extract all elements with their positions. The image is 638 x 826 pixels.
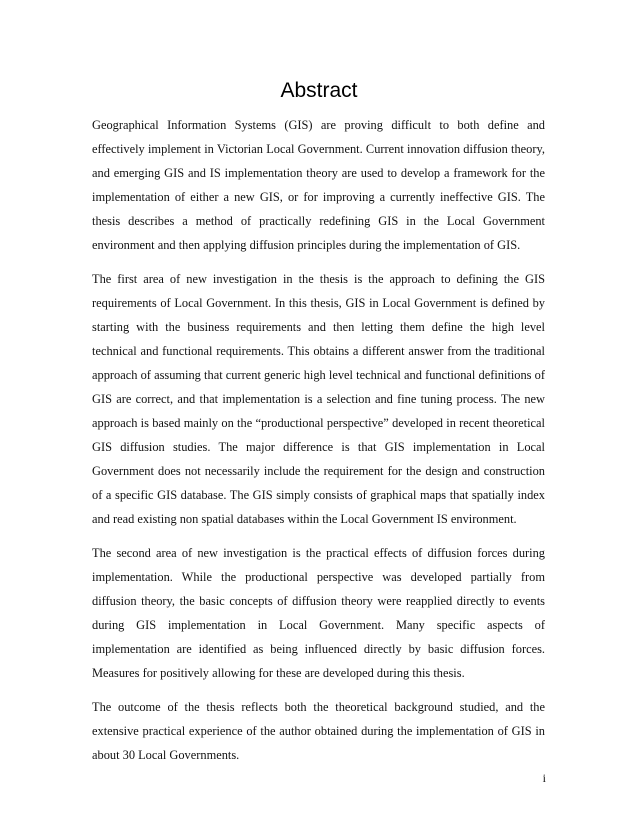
abstract-body: [92, 113, 545, 777]
abstract-paragraph-1: Geographical Information Systems (GIS) are proving difficult to both define and effectively implement in Victorian Local Government. Current innovation diffusion theory, and emerging GIS and IS implementation theory are used to develop a framework for the implementation of either a new GIS, or for improving a currently ineffective GIS. The thesis describes a method of practically redefining GIS in the Local Government environment and then applying diffusion principles during the implementation of GIS.: [92, 118, 545, 252]
page-number: i: [542, 771, 546, 785]
page-title: Abstract: [280, 79, 358, 102]
abstract-paragraph-3: The second area of new investigation is the practical effects of diffusion forces during implementation. While the productional perspective was developed partially from diffusion theory, the basic concepts of diffusion theory were reapplied directly to events during GIS implementation in Local Government. Many specific aspects of implementation are identified as being influenced directly by basic diffusion forces. Measures for positively allowing for these are developed during this thesis.: [92, 546, 545, 680]
abstract-paragraph-4: The outcome of the thesis reflects both the theoretical background studied, and the extensive practical experience of the author obtained during the implementation of GIS in about 30 Local Governments.: [92, 700, 545, 762]
abstract-paragraph-2: The first area of new investigation in the thesis is the approach to defining the GIS requirements of Local Government. In this thesis, GIS in Local Government is defined by starting with the business requirements and then letting them define the high level technical and functional requirements. This obtains a different answer from the traditional approach of assuming that current generic high level technical and functional definitions of GIS are correct, and that implementation is a selection and fine tuning process. The new approach is based mainly on the “productional perspective” developed in recent theoretical GIS diffusion studies. The major difference is that GIS implementation in Local Government does not necessarily include the requirement for the design and construction of a specific GIS database. The GIS simply consists of graphical maps that spatially index and read existing non spatial databases within the Local Government IS environment.: [92, 272, 545, 526]
